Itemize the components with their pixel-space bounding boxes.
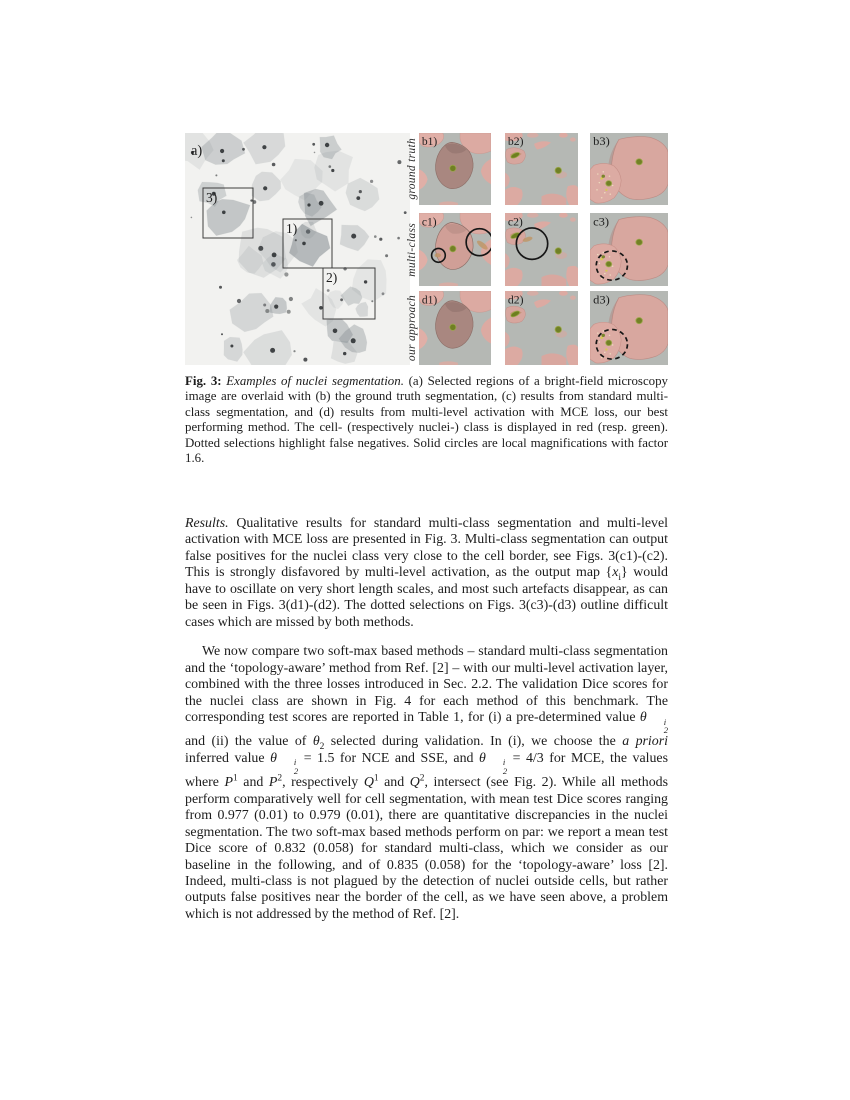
svg-text:c1): c1) [421,215,437,229]
svg-text:b1): b1) [421,136,438,149]
panel-d2 [505,291,578,365]
paragraph-comparison: We now compare two soft-max based methods – standard multi-class segmentation and the ‘topology-aware’ method from Ref. [2] – with our multi-level activation layer, combined with the three losses introduced in Sec. 2.2. The validation Dice scores for the nuclei class are shown in Fig. 4 for each method of this benchmark. The corresponding test scores are reported in Table 1, for (i) a pre-determined value θ i 2 and (ii) the value of $\theta_2$ selected during validation. In (i), we choose the a priori inferred value θ i 2 = 1.5 for NCE and SSE, and θ i 2 = 4/3 for MCE, the values where $P^1$ and $P^2$, respectively $Q^1$ and $Q^2$, intersect (see Fig. 2). While all methods perform comparatively well for cell segmentation, with mean test Dice scores ranging from 0.977 (0.01) to 0.979 (0.01), there are quantitative discrepancies in the nuclei segmentation. The two soft-max based methods perform on par: we report a mean test Dice score of 0.832 (0.058) for standard multi-class, which we consider as our baseline in the following, and of 0.835 (0.058) for the ‘topology-aware’ loss [2]. Indeed, multi-class is not plagued by the detection of nuclei outside cells, but rather outputs false positives near the border of the cell, as we have seen above, a problem which is not addressed by the method of Ref. [2]. [185,644,669,922]
panel-d1 [419,291,491,365]
svg-text:c3): c3) [593,214,610,229]
panel-c2 [505,213,578,286]
svg-text:d3): d3) [593,292,610,307]
svg-text:b2): b2) [507,135,524,149]
panel-b1 [419,133,491,205]
panel-a-micrograph [185,133,410,365]
svg-text:2): 2) [326,270,338,285]
panel-c1 [419,213,491,286]
caption-fig-label: Fig. 3: [185,374,227,388]
row-label-multi-class [404,213,419,286]
row-label-text: multi-class [405,222,418,277]
row-label-ground-truth [404,133,419,205]
panel-b3 [590,133,668,205]
panel-b2 [505,133,578,205]
svg-text:b3): b3) [593,134,610,149]
caption-title: Examples of nuclei segmentation. [226,374,409,388]
svg-text:d2): d2) [507,293,524,307]
panel-d3 [590,291,668,365]
figure-caption [185,374,668,466]
svg-text:d1): d1) [421,293,438,307]
row-label-text: our approach [405,294,418,362]
figure-3 [185,133,668,365]
svg-text:a): a) [191,143,203,159]
svg-text:3): 3) [206,190,218,205]
paragraph-results: Results. Qualitative results for standard multi-class segmentation and multi-level activation with MCE loss are presented in Fig. 3. Multi-class segmentation can output false positives for the nuclei class very close to the cell border, see Figs. 3(c1)-(c2). This is strongly disfavored by multi-level activation, as the output map $\{x_i\}$ would have to oscillate on very short length scales, and most such artefacts disappear, as can be seen in Figs. 3(d1)-(d2). The dotted selections on Figs. 3(c3)-(d3) outline difficult cases which are missed by both methods. [185,516,668,630]
panel-c3 [590,213,668,286]
article-text [185,516,668,923]
row-label-our-approach [404,291,419,365]
row-label-text: ground truth [405,138,418,200]
svg-text:1): 1) [286,221,298,236]
caption-body: (a) Selected regions of a bright-field microscopy image are overlaid with (b) the ground truth segmentation, (c) results from standard multi-class segmentation, and (d) results from multi-level activation with MCE loss, our best performing method. The cell- (respectively nuclei-) class is displayed in red (resp. green). Dotted selections highlight false negatives. Solid circles are local magnifications with factor 1.6. [185,374,668,466]
svg-text:c2): c2) [507,215,523,229]
